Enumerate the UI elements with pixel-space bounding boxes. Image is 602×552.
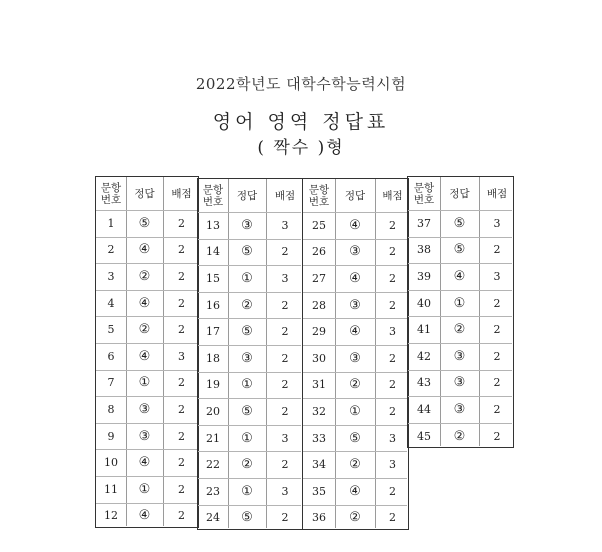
question-number: 15 bbox=[206, 271, 220, 285]
score-value: 2 bbox=[493, 296, 501, 310]
answer-value: ① bbox=[241, 270, 253, 286]
score-value: 2 bbox=[389, 218, 396, 232]
score-value: 2 bbox=[389, 271, 396, 285]
header-score: 배점 bbox=[486, 187, 508, 200]
question-number: 37 bbox=[417, 216, 431, 230]
answer-value: ③ bbox=[241, 217, 253, 233]
answer-value: ② bbox=[138, 268, 151, 284]
question-number: 33 bbox=[312, 431, 326, 445]
answer-value: ⑤ bbox=[241, 403, 253, 419]
score-value: 2 bbox=[178, 429, 185, 443]
answer-column-3 bbox=[302, 178, 409, 530]
answer-value: ⑤ bbox=[241, 324, 253, 340]
score-value: 2 bbox=[493, 323, 501, 337]
question-number: 8 bbox=[107, 402, 115, 416]
question-number: 7 bbox=[107, 376, 115, 390]
answer-value: ④ bbox=[453, 268, 466, 284]
score-value: 2 bbox=[281, 245, 289, 259]
question-number: 38 bbox=[417, 243, 431, 257]
question-number: 25 bbox=[312, 218, 326, 232]
score-value: 2 bbox=[389, 404, 396, 418]
answer-value: ③ bbox=[241, 350, 253, 366]
score-value: 2 bbox=[493, 402, 501, 416]
answer-value: ① bbox=[241, 430, 253, 446]
answer-value: ⑤ bbox=[241, 244, 253, 260]
question-number: 23 bbox=[206, 484, 220, 498]
score-value: 3 bbox=[281, 431, 289, 445]
score-value: 2 bbox=[493, 243, 501, 257]
answer-value: ④ bbox=[349, 324, 361, 340]
question-number: 10 bbox=[104, 456, 118, 470]
score-value: 3 bbox=[178, 349, 185, 363]
question-number: 27 bbox=[312, 271, 326, 285]
question-number: 2 bbox=[107, 243, 115, 257]
answer-column-4 bbox=[407, 176, 514, 448]
question-number: 43 bbox=[417, 376, 431, 390]
exam-title: 2022학년도 대학수학능력시험 bbox=[195, 75, 407, 93]
answer-value: ② bbox=[241, 297, 253, 313]
answer-value: ② bbox=[349, 457, 361, 473]
question-number: 21 bbox=[206, 431, 220, 445]
score-value: 2 bbox=[178, 243, 185, 257]
question-number: 3 bbox=[107, 269, 115, 283]
question-number: 16 bbox=[206, 298, 220, 312]
header-question-number: 문항 번호 bbox=[413, 181, 435, 206]
answer-value: ④ bbox=[138, 242, 151, 258]
answer-value: ④ bbox=[138, 455, 151, 471]
score-value: 2 bbox=[493, 376, 501, 390]
question-number: 11 bbox=[104, 482, 118, 496]
score-value: 2 bbox=[178, 216, 185, 230]
question-number: 42 bbox=[417, 349, 431, 363]
score-value: 3 bbox=[389, 325, 396, 339]
answer-value: ③ bbox=[349, 350, 361, 366]
answer-value: ① bbox=[138, 375, 151, 391]
answer-value: ④ bbox=[138, 295, 151, 311]
header-answer: 정답 bbox=[344, 189, 366, 202]
question-number: 12 bbox=[104, 509, 118, 523]
score-value: 3 bbox=[493, 216, 501, 230]
answer-value: ③ bbox=[138, 428, 151, 444]
question-number: 22 bbox=[206, 458, 220, 472]
header-score: 배점 bbox=[274, 189, 296, 202]
answer-value: ③ bbox=[453, 375, 466, 391]
score-value: 2 bbox=[281, 325, 289, 339]
score-value: 2 bbox=[178, 376, 185, 390]
question-number: 44 bbox=[417, 402, 431, 416]
question-number: 20 bbox=[206, 404, 220, 418]
header-question-number: 문항 번호 bbox=[202, 183, 224, 208]
score-value: 2 bbox=[178, 323, 185, 337]
score-value: 3 bbox=[389, 458, 396, 472]
answer-value: ① bbox=[241, 483, 253, 499]
answer-value: ② bbox=[349, 510, 361, 526]
score-value: 3 bbox=[389, 431, 396, 445]
score-value: 2 bbox=[281, 404, 289, 418]
question-number: 14 bbox=[206, 245, 220, 259]
header-answer: 정답 bbox=[134, 187, 155, 200]
score-value: 2 bbox=[389, 378, 396, 392]
question-number: 39 bbox=[417, 269, 431, 283]
form-type-title: ( 짝수 )형 bbox=[257, 138, 345, 158]
answer-value: ② bbox=[241, 457, 253, 473]
question-number: 4 bbox=[107, 296, 115, 310]
score-value: 2 bbox=[178, 482, 185, 496]
score-value: 2 bbox=[493, 429, 501, 443]
answer-value: ① bbox=[241, 377, 253, 393]
answer-value: ④ bbox=[138, 508, 151, 524]
answer-value: ③ bbox=[349, 244, 361, 260]
header-score: 배점 bbox=[171, 187, 192, 200]
question-number: 24 bbox=[206, 511, 220, 525]
question-number: 31 bbox=[312, 378, 326, 392]
score-value: 2 bbox=[178, 456, 185, 470]
score-value: 2 bbox=[178, 269, 185, 283]
score-value: 2 bbox=[389, 245, 396, 259]
score-value: 2 bbox=[178, 402, 185, 416]
answer-value: ④ bbox=[138, 348, 151, 364]
answer-value: ① bbox=[453, 295, 466, 311]
answer-column-2 bbox=[197, 178, 303, 530]
score-value: 2 bbox=[178, 296, 185, 310]
answer-value: ⑤ bbox=[349, 430, 361, 446]
question-number: 19 bbox=[206, 378, 220, 392]
answer-value: ④ bbox=[349, 270, 361, 286]
question-number: 17 bbox=[206, 325, 220, 339]
question-number: 28 bbox=[312, 298, 326, 312]
answer-value: ③ bbox=[349, 297, 361, 313]
score-value: 3 bbox=[281, 271, 289, 285]
answer-value: ③ bbox=[138, 401, 151, 417]
answer-value: ① bbox=[138, 481, 151, 497]
question-number: 35 bbox=[312, 484, 326, 498]
score-value: 2 bbox=[281, 351, 289, 365]
answer-value: ② bbox=[349, 377, 361, 393]
score-value: 3 bbox=[281, 484, 289, 498]
question-number: 29 bbox=[312, 325, 326, 339]
answer-value: ⑤ bbox=[138, 215, 151, 231]
answer-value: ④ bbox=[349, 217, 361, 233]
question-number: 1 bbox=[107, 216, 115, 230]
answer-value: ⑤ bbox=[241, 510, 253, 526]
question-number: 18 bbox=[206, 351, 220, 365]
score-value: 3 bbox=[281, 218, 289, 232]
score-value: 2 bbox=[178, 509, 185, 523]
answer-value: ⑤ bbox=[453, 242, 466, 258]
answer-value: ② bbox=[453, 322, 466, 338]
question-number: 5 bbox=[107, 323, 115, 337]
answer-value: ③ bbox=[453, 401, 466, 417]
score-value: 2 bbox=[389, 511, 396, 525]
question-number: 40 bbox=[417, 296, 431, 310]
answer-value: ⑤ bbox=[453, 215, 466, 231]
subject-title: 영어 영역 정답표 bbox=[212, 111, 390, 133]
answer-value: ④ bbox=[349, 483, 361, 499]
question-number: 26 bbox=[312, 245, 326, 259]
question-number: 9 bbox=[107, 429, 115, 443]
header-answer: 정답 bbox=[236, 189, 258, 202]
question-number: 36 bbox=[312, 511, 326, 525]
header-question-number: 문항 번호 bbox=[308, 183, 330, 208]
answer-value: ① bbox=[349, 403, 361, 419]
score-value: 2 bbox=[281, 378, 289, 392]
question-number: 13 bbox=[206, 218, 220, 232]
score-value: 3 bbox=[493, 269, 501, 283]
question-number: 34 bbox=[312, 458, 326, 472]
answer-value: ③ bbox=[453, 348, 466, 364]
question-number: 32 bbox=[312, 404, 326, 418]
score-value: 2 bbox=[281, 511, 289, 525]
score-value: 2 bbox=[389, 298, 396, 312]
score-value: 2 bbox=[493, 349, 501, 363]
header-question-number: 문항 번호 bbox=[100, 181, 122, 206]
score-value: 2 bbox=[389, 484, 396, 498]
header-answer: 정답 bbox=[449, 187, 470, 200]
question-number: 30 bbox=[312, 351, 326, 365]
question-number: 41 bbox=[417, 323, 431, 337]
score-value: 2 bbox=[389, 351, 396, 365]
answer-value: ② bbox=[138, 322, 151, 338]
score-value: 2 bbox=[281, 298, 289, 312]
question-number: 6 bbox=[107, 349, 115, 363]
header-score: 배점 bbox=[382, 189, 403, 202]
answer-value: ② bbox=[453, 428, 466, 444]
question-number: 45 bbox=[417, 429, 431, 443]
score-value: 2 bbox=[281, 458, 289, 472]
answer-column-1 bbox=[95, 176, 199, 528]
